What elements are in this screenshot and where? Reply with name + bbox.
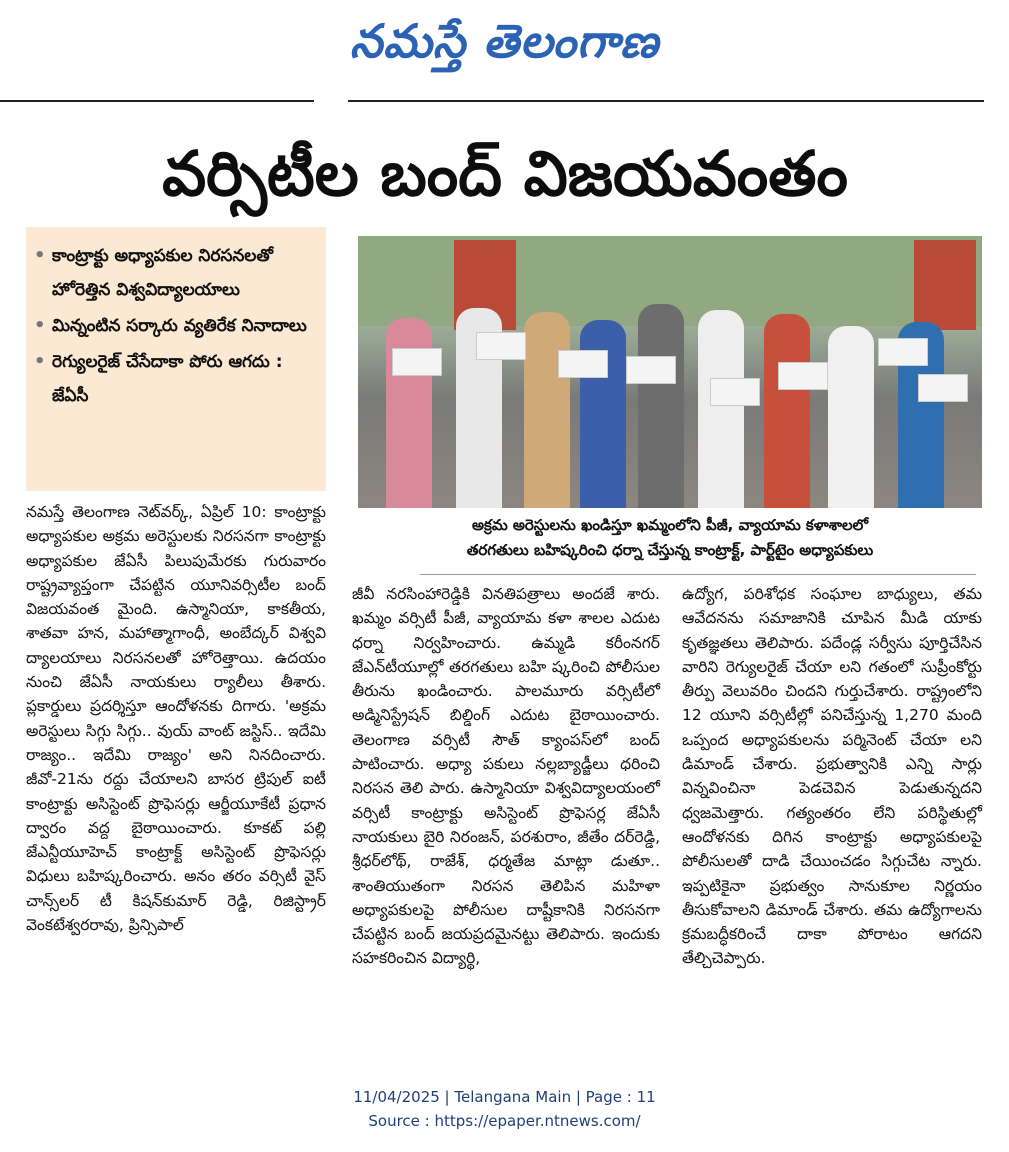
- photo-placard: [392, 348, 442, 376]
- photo-person: [386, 318, 432, 508]
- photo-placard: [476, 332, 526, 360]
- article-column-2: [352, 582, 660, 1060]
- photo-placard: [626, 356, 676, 384]
- masthead: నమస్తే తెలంగాణ: [349, 14, 660, 68]
- masthead-rule-left: [0, 100, 314, 102]
- highlight-item: • మిన్నంటిన సర్కారు వ్యతిరేక నినాదాలు: [52, 309, 318, 343]
- article-text: జీవీ నరసింహారెడ్డికి వినతిపత్రాలు అందజే శారు. ఖమ్మం వర్సిటీ పీజీ, వ్యాయామ కళా శాలల ఎదుట ధర్నా నిర్వహించారు. ఉమ్మడి కరీంనగర్‌ జేఎన్‌టీయూల్లో తరగతులు బహి ష్కరించి పోలీసుల తీరును ఖండించారు. పాలమూరు వర్సిటీలో అడ్మినిస్ట్రేషన్‌ బిల్డింగ్‌ ఎదుట బైఠాయించారు. తెలంగాణ వర్సిటీ సౌత్‌ క్యాంపస్‌లో బంద్‌ పాటించారు. అధ్యా పకులు నల్లబ్యాడ్జీలు ధరించి నిరసన తెలి పారు. ఉస్మానియా విశ్వవిద్యాలయంలో వర్సిటీ కాంట్రాక్టు అసిస్టెంట్‌ ప్రొఫెసర్ల జేఏసీ నాయకులు బైరి నిరంజన్‌, పరశురాం, జీతేం దర్‌రెడ్డి, శ్రీధర్‌లోథ్‌, రాజేశ్‌, ధర్మతేజ మాట్లా డుతూ.. శాంతియుతంగా నిరసన తెలిపిన మహిళా అధ్యాపకులపై పోలీసుల దాష్టీకానికి నిరసనగా చేపట్టిన బంద్‌ జయప్రదమైనట్టు తెలిపారు. ఇందుకు సహకరించిన విద్యార్థి,: [352, 585, 660, 968]
- article-text: ఉద్యోగ, పరిశోధక సంఘాల బాధ్యులు, తమ ఆవేదనను సమాజానికి చూపిన మీడి యాకు కృతజ్ఞతలు తెలిపారు. పదేండ్ల సర్వీసు పూర్తిచేసిన వారిని రెగ్యులరైజ్‌ చేయా లని గతంలో సుప్రీంకోర్టు తీర్పు వెలువరిం చిందని గుర్తుచేశారు. రాష్ట్రంలోని 12 యూని వర్సిటీల్లో పనిచేస్తున్న 1,270 మంది ఒప్పంద అధ్యాపకులను పర్మినెంట్‌ చేయా లని డిమాండ్‌ చేశారు. ప్రభుత్వానికి ఎన్ని సార్లు విన్నవించినా పెడచెవిన పెడుతున్నదని ధ్వజమెత్తారు. గత్యంతరం లేని పరిస్థితుల్లో ఆందోళనకు దిగిన కాంట్రాక్టు అధ్యాపకులపై పోలీసులతో దాడి చేయించడం సిగ్గుచేట న్నారు. ఇప్పటికైనా ప్రభుత్వం సానుకూల నిర్ణయం తీసుకోవాలని డిమాండ్‌ చేశారు. తమ ఉద్యోగాలను క్రమబద్ధీకరించే దాకా పోరాటం ఆగదని తేల్చిచెప్పారు.: [682, 585, 982, 968]
- photo-person: [698, 310, 744, 508]
- highlight-item: • రెగ్యులరైజ్‌ చేసేదాకా పోరు ఆగదు : జేఏసీ: [52, 345, 318, 413]
- photo-placard: [778, 362, 828, 390]
- photo-caption: [358, 513, 982, 563]
- article-text: నమస్తే తెలంగాణ నెట్‌వర్క్‌, ఏప్రిల్‌ 10: కాంట్రాక్టు అధ్యాపకుల అక్రమ అరెస్టులకు నిరసనగా కాంట్రాక్టు అధ్యాపకుల జేఏసీ పిలుపుమేరకు గురువారం రాష్ట్రవ్యాప్తంగా చేపట్టిన యూనివర్సిటీల బంద్‌ విజయవంత మైంది. ఉస్మానియా, కాకతీయ, శాతవా హన, మహాత్మాగాంధీ, అంబేద్కర్‌ విశ్వవి ద్యాలయాలు నిరసనలతో హోరెత్తాయి. ఉదయం నుంచి జేఏసీ నాయకులు ర్యాలీలు తీశారు. ప్లకార్డులు ప్రదర్శిస్తూ ఆందోళనకు దిగారు. 'అక్రమ అరెస్టులు సిగ్గు సిగ్గు.. వుయ్‌ వాంట్‌ జస్టిస్‌.. ఇదేమి రాజ్యం.. ఇదేమి రాజ్యం' అని నినదించారు. జీవో-21ను రద్దు చేయాలని బాసర ట్రిపుల్‌ ఐటీ కాంట్రాక్టు అసిస్టెంట్‌ ప్రొఫెసర్లు ఆర్జీయూకేటీ ప్రధాన ద్వారం వద్ద బైఠాయించారు. కూకట్‌ పల్లి జేఎన్టీయూహెచ్‌ కాంట్రాక్ట్‌ అసిస్టెంట్‌ ప్రొఫెసర్లు విధులు బహిష్కరించారు. అనం తరం వర్సిటీ వైస్‌ చాన్స్‌లర్‌ టీ కిషన్‌కుమార్‌ రెడ్డి, రిజిస్ట్రార్‌ వెంకటేశ్వరరావు, ప్రిన్సిపాల్‌: [26, 503, 326, 935]
- photo-placard: [710, 378, 760, 406]
- photo-placard: [558, 350, 608, 378]
- masthead-rule-right: [348, 100, 984, 102]
- news-photo: [358, 236, 982, 508]
- article-column-3: [682, 582, 982, 1060]
- photo-placard: [918, 374, 968, 402]
- photo-person: [524, 312, 570, 508]
- footer-meta: 11/04/2025 | Telangana Main | Page : 11: [353, 1088, 656, 1106]
- highlight-item: • కాంట్రాక్టు అధ్యాపకుల నిరసనలతో హోరెత్తిన విశ్వవిద్యాలయాలు: [52, 239, 318, 307]
- footer-source: Source : https://epaper.ntnews.com/: [368, 1112, 641, 1130]
- headline: వర్సిటీల బంద్‌ విజయవంతం: [162, 137, 848, 210]
- highlights-box: [26, 227, 326, 491]
- photo-placard: [878, 338, 928, 366]
- caption-line-1: అక్రమ అరెస్టులను ఖండిస్తూ ఖమ్మంలోని పీజీ, వ్యాయామ కళాశాలలో: [471, 516, 869, 534]
- photo-person: [828, 326, 874, 508]
- photo-person: [580, 320, 626, 508]
- photo-person: [638, 304, 684, 508]
- caption-rule: [420, 574, 976, 575]
- article-column-1: [26, 500, 326, 1060]
- caption-line-2: తరగతులు బహిష్కరించి ధర్నా చేస్తున్న కాంట్రాక్ట్‌, పార్ట్‌టైం అధ్యాపకులు: [466, 541, 874, 559]
- photo-person: [764, 314, 810, 508]
- photo-banner: [914, 240, 976, 330]
